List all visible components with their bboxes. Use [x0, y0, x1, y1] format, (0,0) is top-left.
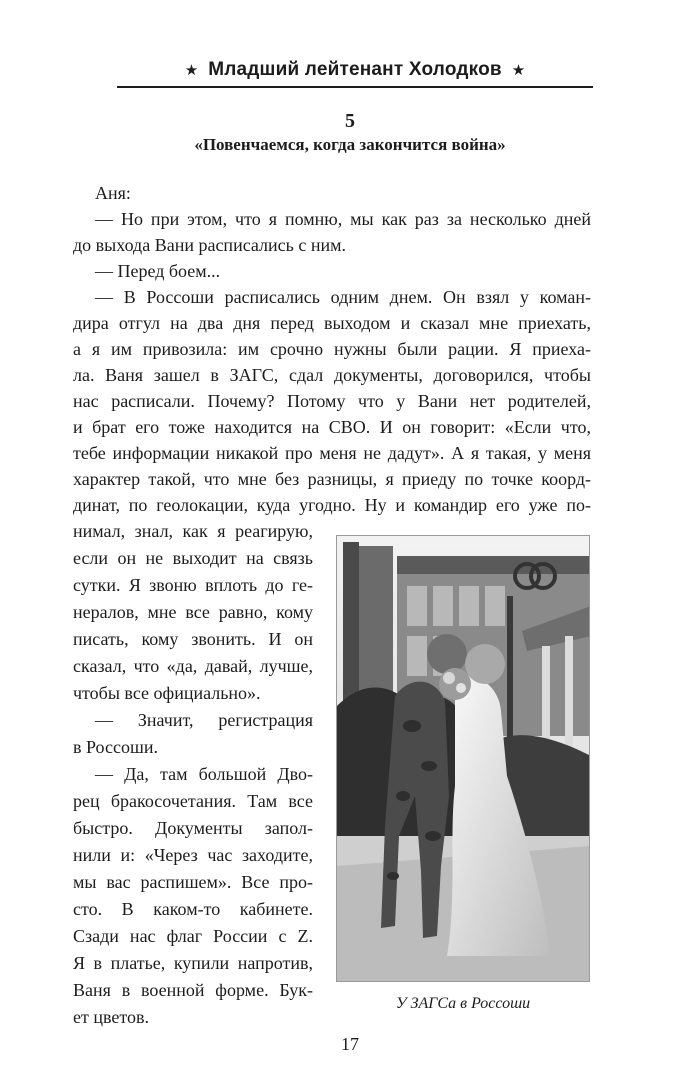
text-line: Я в платье, купили напротив,	[73, 953, 313, 973]
text-line: — В Россоши расписались одним днем. Он взял у коман-	[95, 287, 591, 307]
text-line: — Но при этом, что я помню, мы как раз за несколько дней	[95, 209, 591, 229]
page-number: 17	[341, 1034, 359, 1054]
text-line: чтобы все официально».	[73, 683, 261, 703]
text-line: а я им привозила: им срочно нужны были рации. Я приеха-	[73, 339, 591, 359]
text-line: в Россоши.	[73, 737, 158, 757]
text-line: Сзади нас флаг России с Z.	[73, 926, 313, 946]
text-line: нас расписали. Почему? Потому что у Вани нет родителей,	[73, 391, 591, 411]
text-line: нили и: «Через час заходите,	[73, 845, 313, 865]
text-line: — Перед боем...	[95, 261, 221, 281]
chapter-number: 5	[345, 110, 355, 132]
text-line: характер такой, что мне без разницы, я приеду по точке коорд-	[73, 469, 591, 489]
running-header-title: Младший лейтенант Холодков	[208, 59, 502, 80]
text-line: сказал, что «да, давай, лучше,	[73, 656, 313, 676]
text-line: Ваня в военной форме. Бук-	[73, 980, 313, 1000]
star-icon: ★	[511, 62, 526, 79]
photo-caption: У ЗАГСа в Россоши	[395, 995, 531, 1012]
wedding-photo	[336, 535, 590, 982]
star-icon: ★	[184, 62, 199, 79]
wedding-photo-illustration	[337, 536, 590, 982]
text-line: до выхода Вани расписались с ним.	[73, 235, 347, 255]
text-line: ла. Ваня зашел в ЗАГС, сдал документы, договорился, чтобы	[73, 365, 591, 385]
text-line: тебе информации никакой про меня не дадут». А я такая, у меня	[73, 443, 591, 463]
text-line: дира отгул на два дня перед выходом и сказал мне приехать,	[73, 313, 591, 333]
text-line: ет цветов.	[73, 1007, 149, 1027]
chapter-title: «Повенчаемся, когда закончится война»	[194, 135, 506, 154]
text-line: писать, кому звонить. И он	[73, 629, 313, 649]
text-line: и брат его тоже находится на СВО. И он говорит: «Если что,	[73, 417, 591, 437]
text-line: — Да, там большой Дво-	[95, 764, 313, 784]
text-line: — Значит, регистрация	[95, 710, 313, 730]
text-line: рец бракосочетания. Там все	[73, 791, 313, 811]
text-line: если он не выходит на связь	[73, 548, 313, 568]
text-line: нимал, знал, как я реагирую,	[73, 521, 313, 541]
text-line: сутки. Я звоню вплоть до ге-	[73, 575, 313, 595]
text-line: мы вас распишем». Все про-	[73, 872, 313, 892]
text-line: динат, по геолокации, куда угодно. Ну и командир его уже по-	[73, 495, 591, 515]
text-line: нералов, мне все равно, кому	[73, 602, 313, 622]
text-line: Аня:	[95, 183, 131, 203]
running-header	[117, 54, 593, 88]
text-line: быстро. Документы запол-	[73, 818, 313, 838]
text-line: сто. В каком-то кабинете.	[73, 899, 313, 919]
